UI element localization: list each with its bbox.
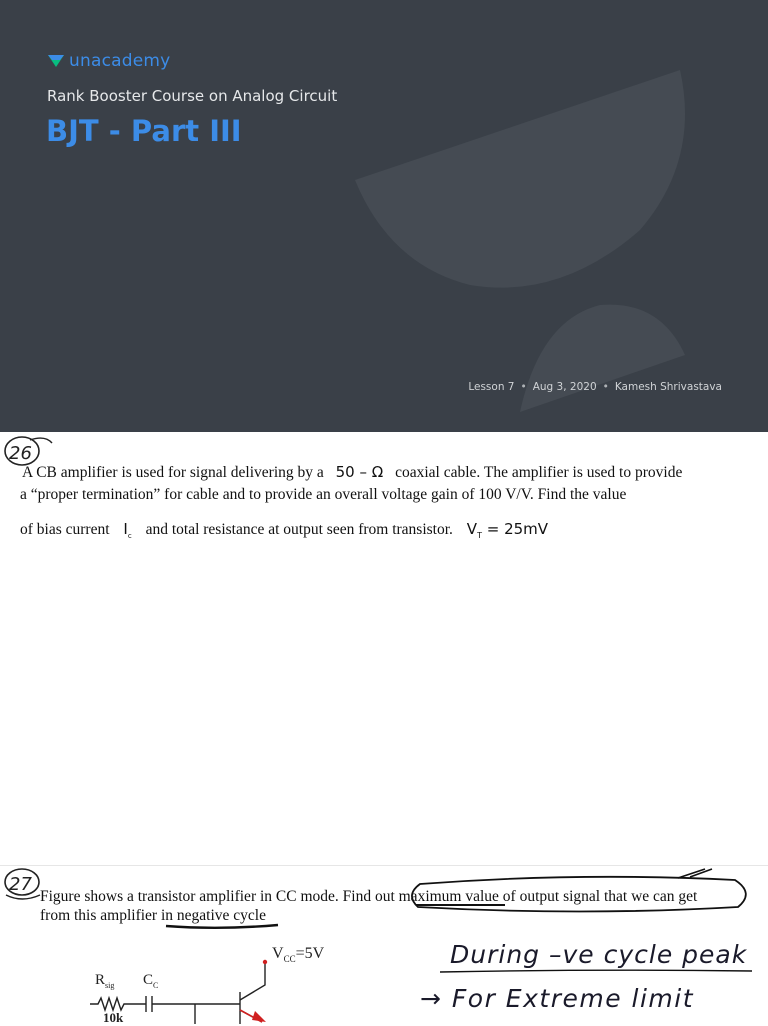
lesson-author: Kamesh Shrivastava	[614, 381, 722, 393]
cc-label: $C_C$	[143, 972, 159, 990]
q26-number-circle	[5, 437, 52, 465]
page-title: BJT - Part III	[46, 114, 242, 148]
underline-negative-cycle	[166, 925, 278, 928]
q26-line-1: A CB amplifier is used for signal delivering by a 50 – Ω coaxial cable. The amplifier is used to provide	[22, 463, 683, 481]
note-underline	[440, 970, 752, 972]
vcc-label: $V_{CC}=5V$	[272, 945, 325, 965]
thermal-voltage: $V_T = 25mV$	[466, 520, 549, 540]
highlight-oval	[412, 877, 746, 912]
emitter-arrow-icon	[240, 1010, 266, 1022]
q27-line-2: from this amplifier in negative cycle	[40, 907, 266, 924]
separator-dot: •	[602, 381, 609, 393]
vcc-node	[263, 960, 267, 964]
q26-line-2: a “proper termination” for cable and to provide an overall voltage gain of 100 V/V. Find the value	[20, 486, 627, 503]
q27-line-1: Figure shows a transistor amplifier in CC mode. Find out maximum value of output signal that we can get	[40, 888, 698, 905]
course-subtitle: Rank Booster Course on Analog Circuit	[47, 87, 338, 105]
separator-dot: •	[520, 381, 527, 393]
q26-number: 26	[9, 443, 32, 464]
rsig-value: 10k	[103, 1010, 124, 1025]
handwritten-note-1: During –ve cycle peak	[450, 940, 748, 969]
bias-current-symbol: $I_c$	[123, 520, 132, 540]
brand-name: unacademy	[69, 51, 171, 71]
rsig-label: $R_{sig}$	[95, 972, 115, 990]
handwritten-note-2: → For Extreme limit	[420, 984, 695, 1013]
oval-stroke-mark	[678, 869, 712, 878]
lesson-date: Aug 3, 2020	[532, 381, 597, 393]
coax-impedance: 50 – Ω	[335, 463, 384, 481]
q27-number: 27	[9, 874, 32, 895]
circuit-diagram	[90, 962, 265, 1024]
q26-line-3: of bias current $I_c$ and total resistance at output seen from transistor. $V_T = 25mV$	[20, 520, 549, 540]
lesson-number: Lesson 7	[468, 381, 515, 393]
q27-number-circle	[5, 869, 40, 899]
